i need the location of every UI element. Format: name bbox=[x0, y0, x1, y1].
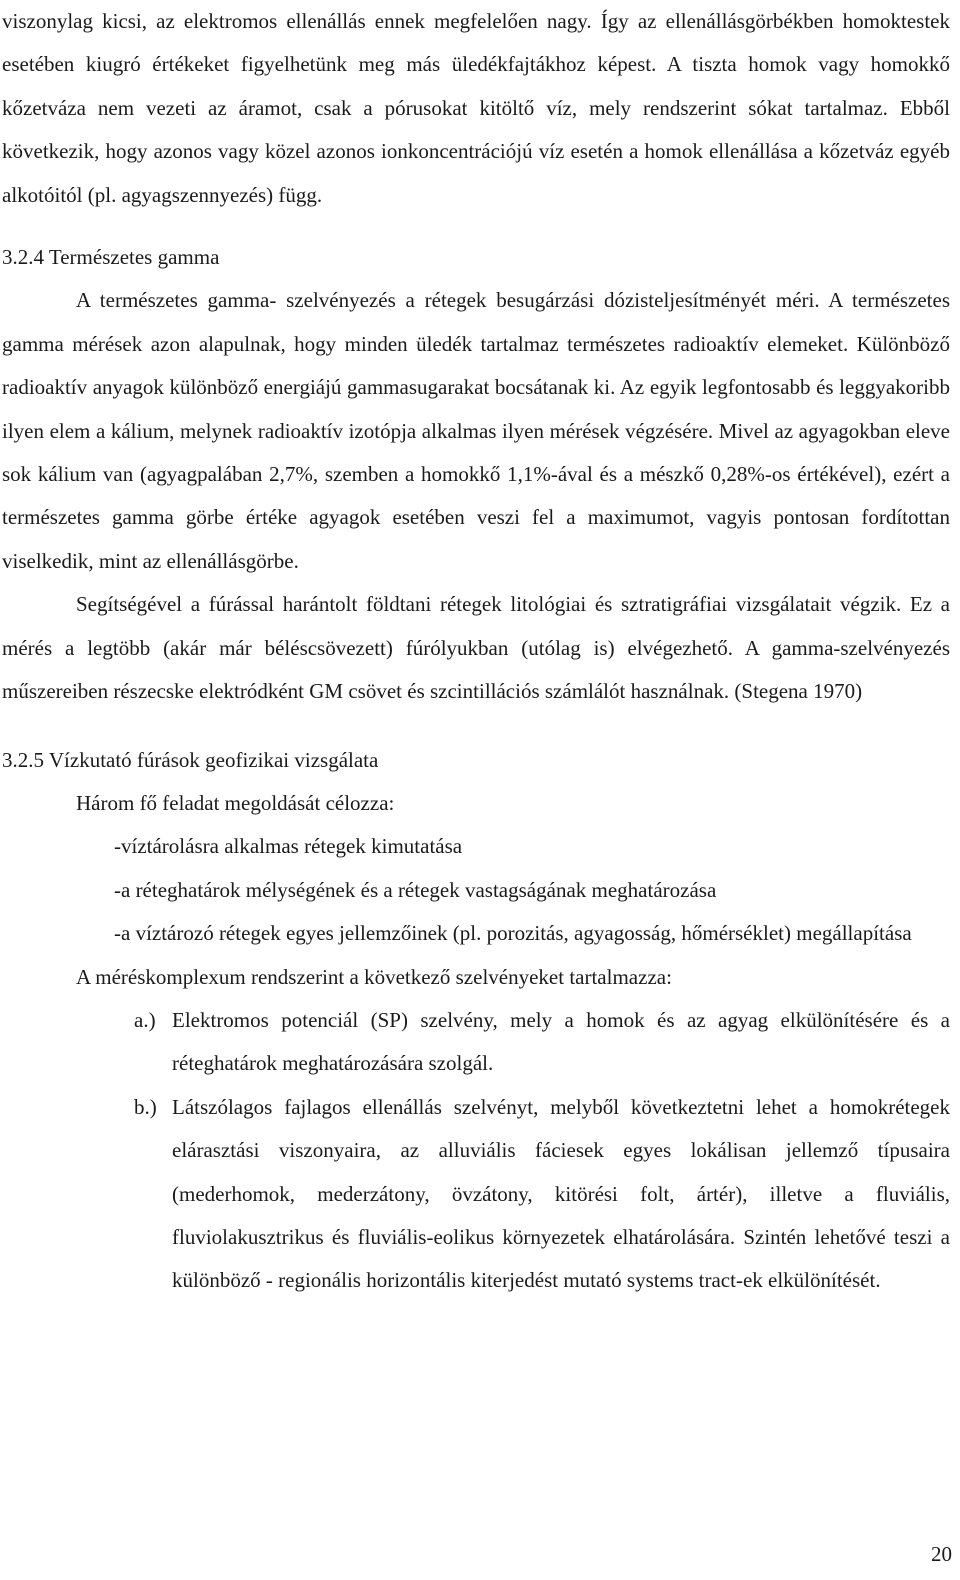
list-item bbox=[2, 1086, 950, 1303]
list-marker: a.) bbox=[134, 1007, 156, 1032]
paragraph-gamma-usage: Segítségével a fúrással harántolt földtani rétegek litológiai és sztratigráfiai vizsgálatait végzik. Ez a mérés a legtöbb (akár már béléscsövezett) fúrólyukban (utólag is) elvégezhető. A gamma-szelvényezés műszereiben részecske elektródként GM csövet és szcintillációs számlálót használnak. (Stegena 1970) bbox=[2, 592, 950, 704]
document-page bbox=[2, 0, 950, 1303]
dash-item: -a réteghatárok mélységének és a rétegek vastagságának meghatározása bbox=[114, 877, 717, 902]
list-item bbox=[2, 999, 950, 1086]
dash-item: -a víztározó rétegek egyes jellemzőinek (pl. porozitás, agyagosság, hőmérséklet) megállapítása bbox=[114, 921, 912, 946]
list-item-text: Látszólagos fajlagos ellenállás szelvényt, melyből következtetni lehet a homokrétegek elárasztási viszonyaira, az alluviális fáciesek egyes lokálisan jellemző típusaira (mederhomok, mederzátony, övzátony, kitörési folt, ártér), illetve a fluviális, fluviolakusztrikus és fluviális-eolikus környezetek elhatárolására. Szintén lehetővé teszi a különböző - regionális horizontális kiterjedést mutató systems tract-ek elkülönítését. bbox=[172, 1094, 950, 1293]
log-list bbox=[2, 999, 950, 1303]
dash-item: -víztárolásra alkalmas rétegek kimutatása bbox=[114, 834, 463, 859]
paragraph-natural-gamma: A természetes gamma- szelvényezés a rétegek besugárzási dózisteljesítményét méri. A természetes gamma mérések azon alapulnak, hogy minden üledék tartalmaz természetes radioaktív elemeket. Különböző radioaktív anyagok különböző energiájú gammasugarakat bocsátanak ki. Az egyik legfontosabb és leggyakoribb ilyen elem a kálium, melynek radioaktív izotópja alkalmas ilyen mérések végzésére. Mivel az agyagokban eleve sok kálium van (agyagpalában 2,7%, szemben a homokkő 1,1%-ával és a mészkő 0,28%-os értékével), ezért a természetes gamma görbe értéke agyagok esetében veszi fel a maximumot, vagyis pontosan fordítottan viselkedik, mint az ellenállásgörbe. bbox=[2, 288, 950, 573]
list-item-text: Elektromos potenciál (SP) szelvény, mely a homok és az agyag elkülönítésére és a réteghatárok meghatározására szolgál. bbox=[172, 1007, 950, 1076]
page-number: 20 bbox=[931, 1542, 952, 1566]
list-marker: b.) bbox=[134, 1094, 157, 1119]
paragraph-three-tasks: Három fő feladat megoldását célozza: bbox=[76, 790, 395, 815]
paragraph-measurement-complex: A méréskomplexum rendszerint a következő szelvényeket tartalmazza: bbox=[76, 964, 672, 989]
section-heading-water-wells: 3.2.5 Vízkutató fúrások geofizikai vizsgálata bbox=[2, 747, 379, 772]
section-heading-natural-gamma: 3.2.4 Természetes gamma bbox=[2, 245, 220, 270]
paragraph-resistivity: viszonylag kicsi, az elektromos ellenállás ennek megfelelően nagy. Így az ellenállásgörbékben homoktestek esetében kiugró értékeket figyelhetünk meg más üledékfajtákhoz képest. A tiszta homok vagy homokkő kőzetváza nem vezeti az áramot, csak a pórusokat kitöltő víz, mely rendszerint sókat tartalmaz. Ebből következik, hogy azonos vagy közel azonos ionkoncentrációjú víz esetén a homok ellenállása a kőzetváz egyéb alkotóitól (pl. agyagszennyezés) függ. bbox=[2, 9, 950, 207]
